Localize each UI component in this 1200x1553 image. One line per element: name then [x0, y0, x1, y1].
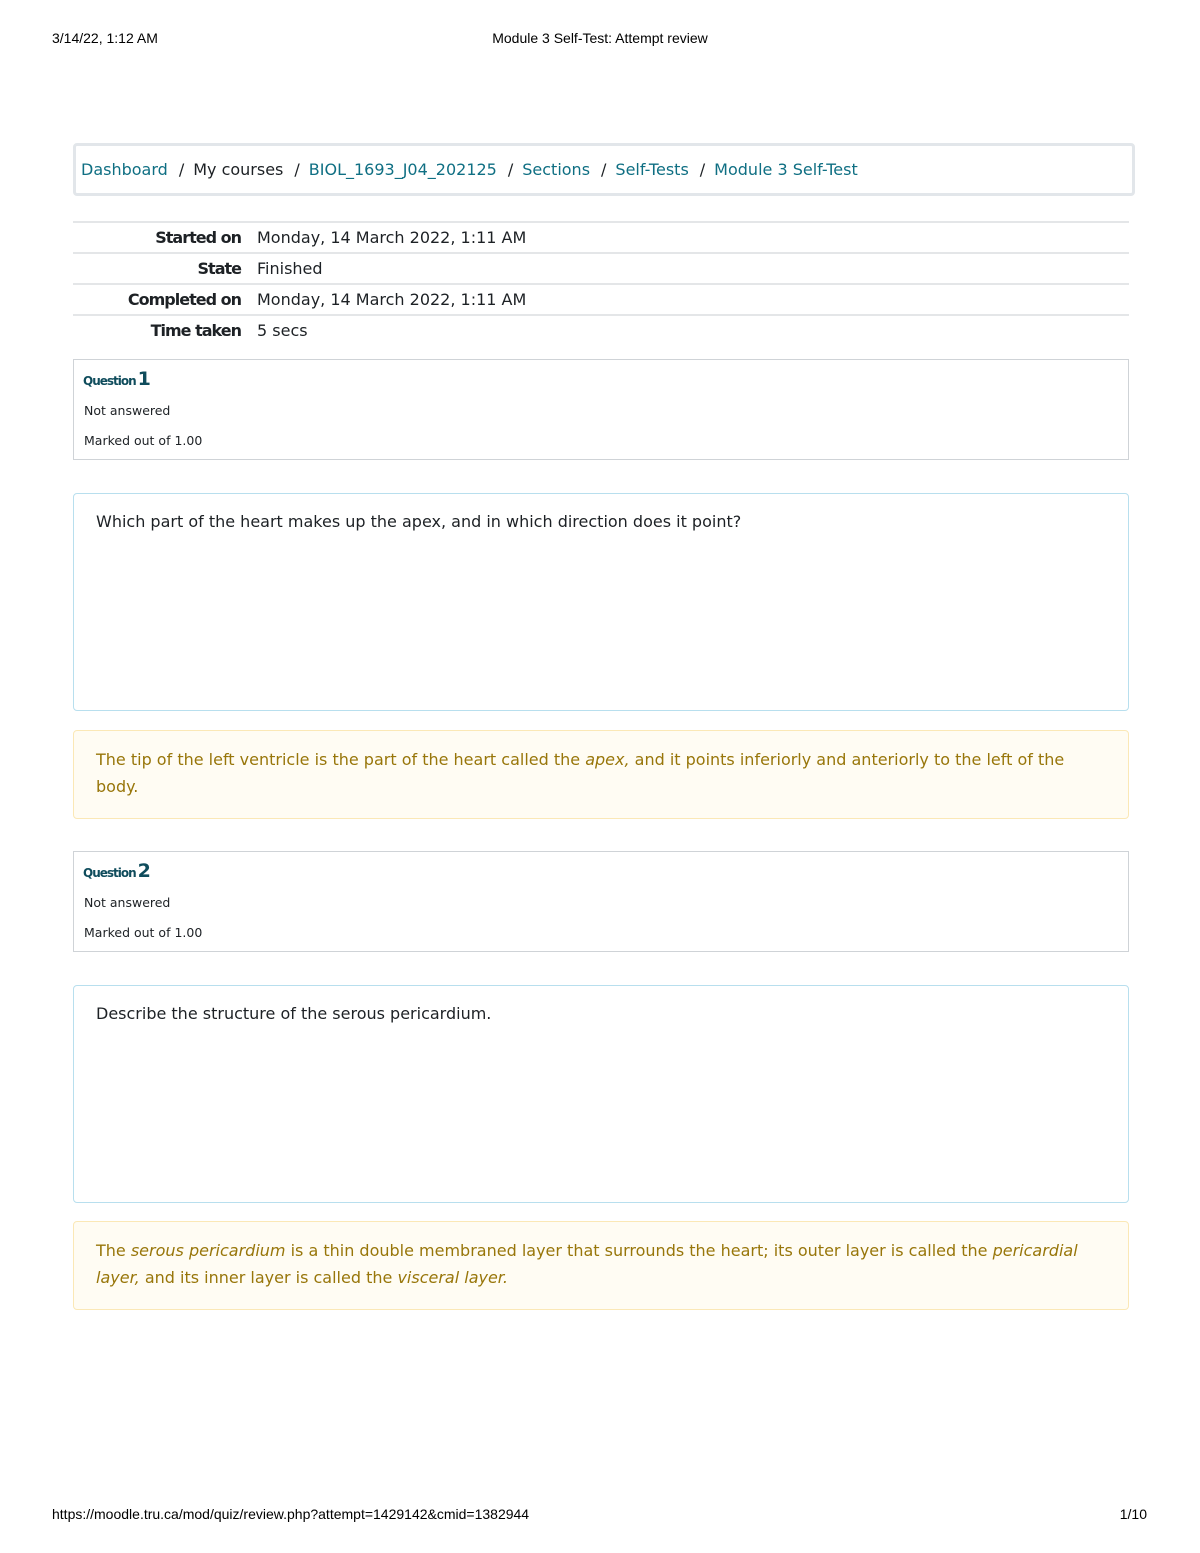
summary-key: State [197, 259, 241, 278]
question-text-box-2 [73, 985, 1129, 1203]
question-text: Describe the structure of the serous pericardium. [96, 1004, 492, 1023]
breadcrumb-separator: / [601, 160, 607, 179]
breadcrumb-my-courses: My courses [193, 160, 284, 179]
summary-value: Monday, 14 March 2022, 1:11 AM [257, 228, 527, 247]
feedback-emphasis: apex, [585, 750, 630, 769]
print-page-number: 1/10 [1119, 1506, 1147, 1522]
print-header [0, 30, 1200, 48]
breadcrumb-module-3-self-test[interactable]: Module 3 Self-Test [714, 160, 858, 179]
summary-key: Time taken [150, 321, 241, 340]
feedback-emphasis: visceral layer. [397, 1268, 508, 1287]
print-date: 3/14/22, 1:12 AM [52, 30, 158, 46]
summary-row-time-taken [73, 314, 1129, 345]
feedback-segment: and its inner layer is called the [139, 1268, 398, 1287]
breadcrumb-separator: / [507, 160, 514, 179]
feedback-text [96, 746, 1098, 800]
question-info-1 [73, 359, 1129, 460]
summary-key: Completed on [127, 290, 241, 309]
breadcrumb-self-tests[interactable]: Self-Tests [615, 160, 689, 179]
feedback-emphasis: serous pericardium [130, 1241, 286, 1260]
summary-value: Monday, 14 March 2022, 1:11 AM [257, 290, 527, 309]
question-state: Not answered [84, 403, 171, 418]
summary-row-started-on [73, 221, 1129, 252]
summary-value: 5 secs [257, 321, 308, 340]
attempt-summary-table [73, 221, 1129, 345]
question-word: Question [83, 866, 136, 880]
feedback-segment: The tip of the left ventricle is the part of the heart called the [96, 750, 586, 769]
print-page-title: Module 3 Self-Test: Attempt review [492, 30, 708, 46]
print-footer [0, 1506, 1200, 1524]
print-url: https://moodle.tru.ca/mod/quiz/review.php?attempt=1429142&cmid=1382944 [52, 1506, 530, 1522]
question-text: Which part of the heart makes up the apex, and in which direction does it point? [96, 512, 742, 531]
feedback-text [96, 1237, 1098, 1291]
summary-value: Finished [257, 259, 323, 278]
breadcrumb-dashboard[interactable]: Dashboard [81, 160, 168, 179]
summary-row-state [73, 252, 1129, 283]
question-text-box-1 [73, 493, 1129, 711]
breadcrumb [73, 143, 1135, 196]
general-feedback-2 [73, 1221, 1129, 1310]
question-grade: Marked out of 1.00 [84, 433, 203, 448]
question-title [83, 368, 151, 390]
breadcrumb-sections[interactable]: Sections [522, 160, 591, 179]
feedback-segment: is a thin double membraned layer that surrounds the heart; its outer layer is called the [285, 1241, 993, 1260]
feedback-segment: The [96, 1241, 131, 1260]
question-grade: Marked out of 1.00 [84, 925, 203, 940]
general-feedback-1 [73, 730, 1129, 819]
breadcrumb-course[interactable]: BIOL_1693_J04_202125 [308, 160, 497, 179]
summary-key: Started on [155, 228, 241, 247]
question-title [83, 860, 151, 882]
feedback-segment: and it points inferiorly and anteriorly to the left of the body. [96, 750, 1065, 796]
breadcrumb-separator: / [699, 160, 706, 179]
question-number: 2 [137, 860, 151, 882]
feedback-emphasis: pericardial layer, [96, 1241, 1078, 1287]
question-word: Question [83, 374, 136, 388]
summary-row-completed-on [73, 283, 1129, 314]
question-info-2 [73, 851, 1129, 952]
question-number: 1 [137, 368, 151, 390]
breadcrumb-separator: / [178, 160, 185, 179]
question-state: Not answered [84, 895, 171, 910]
breadcrumb-separator: / [294, 160, 300, 179]
